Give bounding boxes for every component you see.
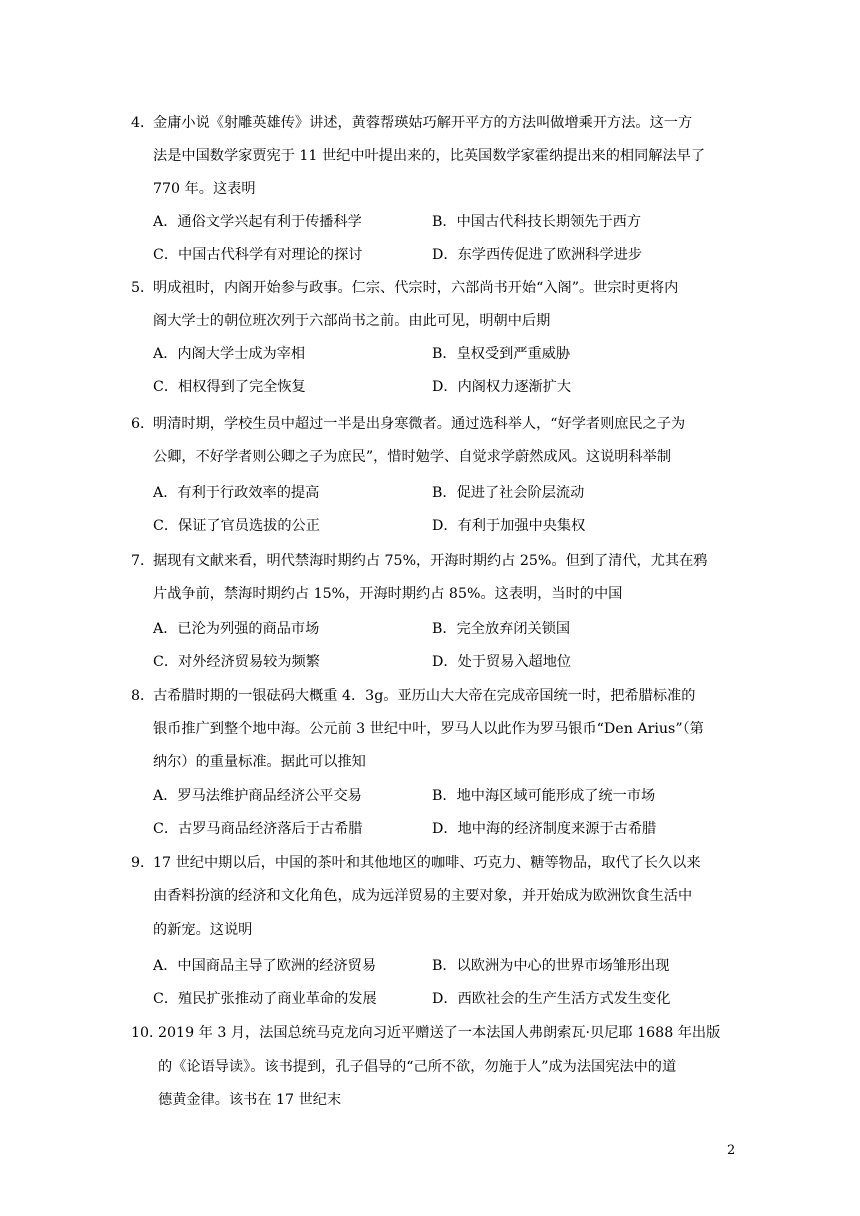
question-text-line: 770 年。这表明 [153, 181, 256, 197]
option-c: C．古罗马商品经济落后于古希腊 [153, 821, 363, 837]
question-text-line: 银币推广到整个地中海。公元前 3 世纪中叶，罗马人以此作为罗马银币“Den Arius”（第 [153, 721, 704, 737]
option-c: C．相权得到了完全恢复 [153, 379, 306, 395]
option-d: D．处于贸易入超地位 [432, 654, 572, 670]
option-a: A．有利于行政效率的提高 [153, 485, 320, 501]
question-text-line: 2019 年 3 月，法国总统马克龙向习近平赠送了一本法国人弗朗索瓦·贝尼耶 1688 年出版 [158, 1025, 721, 1041]
option-d: D．有利于加强中央集权 [432, 518, 586, 534]
option-b: B．皇权受到严重威胁 [432, 346, 571, 362]
option-a: A．中国商品主导了欧洲的经济贸易 [153, 958, 377, 974]
question-text-line: 法是中国数学家贾宪于 11 世纪中叶提出来的，比英国数学家霍纳提出来的相同解法早了 [153, 148, 706, 164]
question-text-line: 德黄金律。该书在 17 世纪末 [158, 1092, 342, 1108]
question-text-line: 纳尔）的重量标准。据此可以推知 [153, 754, 366, 770]
question-number: 6． [131, 416, 155, 432]
question-number: 10． [131, 1025, 164, 1041]
option-c: C．中国古代科学有对理论的探讨 [153, 247, 363, 263]
option-b: B．中国古代科技长期领先于西方 [432, 214, 642, 230]
question-text-line: 17 世纪中期以后，中国的茶叶和其他地区的咖啡、巧克力、糖等物品，取代了长久以来 [153, 855, 701, 871]
option-d: D．内阁权力逐渐扩大 [432, 379, 572, 395]
question-number: 5． [131, 280, 155, 296]
question-number: 7． [131, 553, 155, 569]
option-d: D．西欧社会的生产生活方式发生变化 [432, 991, 671, 1007]
option-a: A．已沦为列强的商品市场 [153, 621, 320, 637]
question-text-line: 古希腊时期的一银砝码大概重 4．3g。亚历山大大帝在完成帝国统一时，把希腊标准的 [153, 688, 696, 704]
option-b: B．促进了社会阶层流动 [432, 485, 585, 501]
question-number: 9． [131, 855, 155, 871]
page-number: 2 [727, 1143, 736, 1158]
option-a: A．内阁大学士成为宰相 [153, 346, 306, 362]
option-d: D．地中海的经济制度来源于古希腊 [432, 821, 657, 837]
question-text-line: 的《论语导读》。该书提到，孔子倡导的“己所不欲，勿施于人”成为法国宪法中的道 [158, 1059, 677, 1075]
option-a: A．罗马法维护商品经济公平交易 [153, 788, 362, 804]
question-text-line: 据现有文献来看，明代禁海时期约占 75%，开海时期约占 25%。但到了清代，尤其在鸦 [153, 553, 708, 569]
question-text-line: 金庸小说《射雕英雄传》讲述，黄蓉帮瑛姑巧解开平方的方法叫做增乘开方法。这一方 [153, 115, 693, 131]
option-b: B．完全放弃闭关锁国 [432, 621, 571, 637]
question-number: 4． [131, 115, 155, 131]
question-number: 8． [131, 688, 155, 704]
option-b: B．以欧洲为中心的世界市场雏形出现 [432, 958, 670, 974]
question-text-line: 片战争前，禁海时期约占 15%，开海时期约占 85%。这表明，当时的中国 [153, 586, 623, 602]
question-text-line: 阁大学士的朝位班次列于六部尚书之前。由此可见，明朝中后期 [153, 313, 551, 329]
question-text-line: 由香料扮演的经济和文化角色，成为远洋贸易的主要对象，并开始成为欧洲饮食生活中 [153, 888, 693, 904]
question-text-line: 的新宠。这说明 [153, 922, 253, 938]
option-a: A．通俗文学兴起有利于传播科学 [153, 214, 362, 230]
question-text-line: 明清时期，学校生员中超过一半是出身寒微者。通过选科举人，“好学者则庶民之子为 [153, 416, 686, 432]
option-c: C．殖民扩张推动了商业革命的发展 [153, 991, 377, 1007]
question-text-line: 公卿，不好学者则公卿之子为庶民”，惜时勉学、自觉求学蔚然成风。这说明科举制 [153, 449, 672, 465]
question-text-line: 明成祖时，内阁开始参与政事。仁宗、代宗时，六部尚书开始“入阁”。世宗时更将内 [153, 280, 679, 296]
option-c: C．保证了官员选拔的公正 [153, 518, 320, 534]
option-b: B．地中海区域可能形成了统一市场 [432, 788, 656, 804]
option-c: C．对外经济贸易较为频繁 [153, 654, 320, 670]
option-d: D．东学西传促进了欧洲科学进步 [432, 247, 643, 263]
